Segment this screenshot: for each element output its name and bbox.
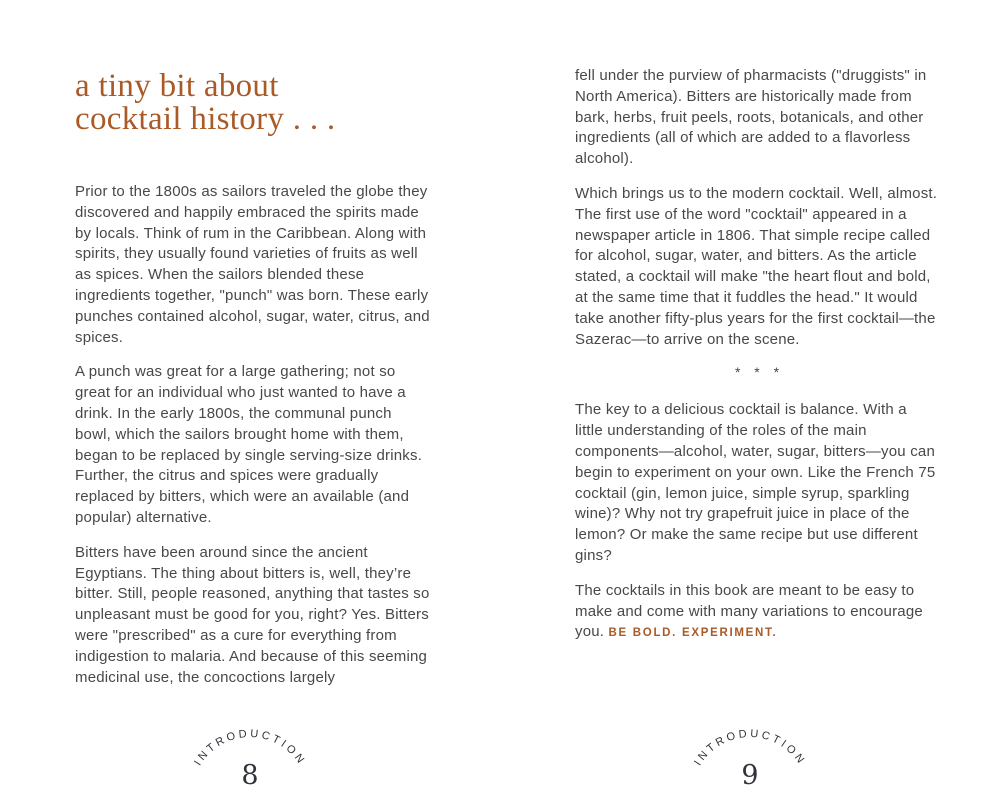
chapter-title-line-1: a tiny bit about: [75, 68, 279, 104]
section-arc-label: INTRODUCTION: [192, 727, 308, 768]
footer-arc-left: [165, 698, 335, 792]
body-paragraph: Prior to the 1800s as sailors traveled the globe they discovered and happily embraced the spirits made by locals. Think of rum in the Caribbean. Along with spirits, they usually found varieties of fruits as well as spices. When the sailors blended these ingredients together, "punch" was born. These early punches contained alcohol, sugar, water, citrus, and spices.: [75, 183, 430, 346]
page-right-content: [575, 66, 939, 644]
chapter-title: [75, 70, 431, 136]
body-paragraph: fell under the purview of pharmacists ("druggists" in North America). Bitters are historically made from bark, herbs, fruit peels, roots, botanicals, and other ingredients (all of which are added to a flavorless alcohol).: [575, 67, 927, 168]
asterisk-separator: * * *: [734, 364, 785, 381]
page-right-footer: [500, 698, 1000, 792]
page-number: 8: [241, 760, 259, 791]
page-number: 9: [741, 760, 759, 791]
chapter-title-line-2: cocktail history . . .: [75, 101, 336, 137]
page-right: [500, 0, 1000, 800]
body-paragraph: A punch was great for a large gathering; not so great for an individual who just wanted to have a drink. In the early 1800s, the communal punch bowl, which the sailors brought home with them, began to be replaced by single serving-size drinks. Further, the citrus and spices were gradually replaced by bitters, which were an available (and popular) alternative.: [75, 363, 423, 526]
body-paragraph: Bitters have been around since the ancient Egyptians. The thing about bitters is, well, they’re bitter. Still, people reasoned, anything that tastes so unpleasant must be good for you, right? Yes. Bitters were "prescribed" as a cure for everything from indigestion to malaria. And because of this seeming medicinal use, the concoctions largely: [75, 543, 430, 686]
section-arc-label: INTRODUCTION: [692, 727, 808, 768]
body-paragraph: Which brings us to the modern cocktail. Well, almost. The first use of the word "cocktail" appeared in a newspaper article in 1806. That simple recipe called for alcohol, sugar, water, and bitters. As the article stated, a cocktail will make "the heart flout and bold, at the same time that it fuddles the head." It would take another fifty-plus years for the first cocktail—the Sazerac—to arrive on the scene.: [575, 184, 938, 348]
footer-arc-right: [665, 698, 835, 792]
page-left-footer: [0, 698, 500, 792]
page-left-content: [75, 70, 431, 688]
closing-paragraph: [575, 581, 939, 644]
body-paragraph: The key to a delicious cocktail is balance. With a little understanding of the roles of the main components—alcohol, water, sugar, bitters—you can begin to experiment on your own. Like the French 75 cocktail (gin, lemon juice, simple syrup, sparkling wine)? Why not try grapefruit juice in place of the lemon? Or make the same recipe but use different gins?: [575, 401, 936, 564]
call-to-action-text: BE BOLD. EXPERIMENT.: [608, 627, 778, 640]
closing-paragraph-text: The cocktails in this book are meant to be easy to make and come with many variations to encourage you.: [575, 581, 923, 641]
